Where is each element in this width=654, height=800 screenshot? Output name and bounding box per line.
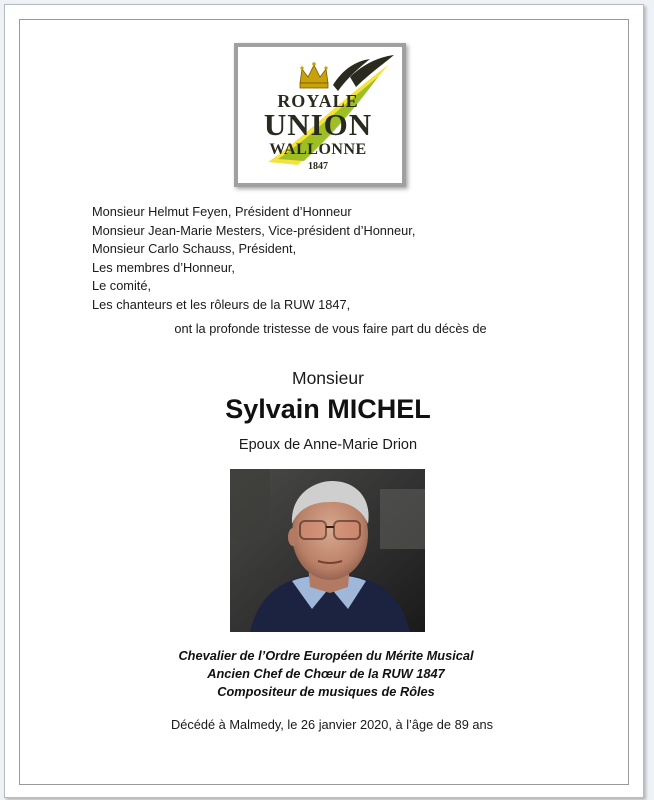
honors-block: [5, 647, 647, 700]
portrait-photo: [230, 469, 425, 632]
intro-text: ont la profonde tristesse de vous faire part du décès de: [174, 321, 487, 336]
announcer-line: Les membres d’Honneur,: [92, 259, 235, 275]
announcer-line: Le comité,: [92, 278, 152, 294]
death-notice: Décédé à Malmedy, le 26 janvier 2020, à l’âge de 89 ans: [170, 717, 494, 732]
announcers-list: [92, 203, 552, 315]
logo-year: 1847: [308, 161, 328, 172]
logo-line-union: UNION: [263, 107, 373, 142]
crown-icon: [300, 62, 328, 88]
royale-union-wallonne-logo: [238, 47, 402, 183]
announcer-line: Monsieur Helmut Feyen, Président d’Honneur: [92, 204, 352, 219]
deceased-title: Monsieur: [292, 368, 364, 388]
honor-line: Ancien Chef de Chœur de la RUW 1847: [207, 665, 445, 681]
intro-text-wrap: [5, 321, 654, 336]
announcer-line: Monsieur Carlo Schauss, Président,: [92, 241, 297, 257]
document-page: [4, 4, 644, 798]
logo-frame: [234, 43, 406, 187]
honor-line: Chevalier de l’Ordre Européen du Mérite Musical: [178, 648, 474, 663]
announcer-line: Les chanteurs et les rôleurs de la RUW 1847,: [92, 296, 351, 312]
deceased-name: Sylvain MICHEL: [225, 394, 431, 424]
deceased-spouse: Epoux de Anne-Marie Drion: [238, 437, 418, 453]
announcer-line: Monsieur Jean-Marie Mesters, Vice-président d’Honneur,: [92, 222, 416, 238]
logo-line-wallonne: WALLONNE: [269, 141, 367, 158]
logo-line-royale: ROYALE: [277, 91, 359, 111]
honor-line: Compositeur de musiques de Rôles: [217, 683, 435, 699]
